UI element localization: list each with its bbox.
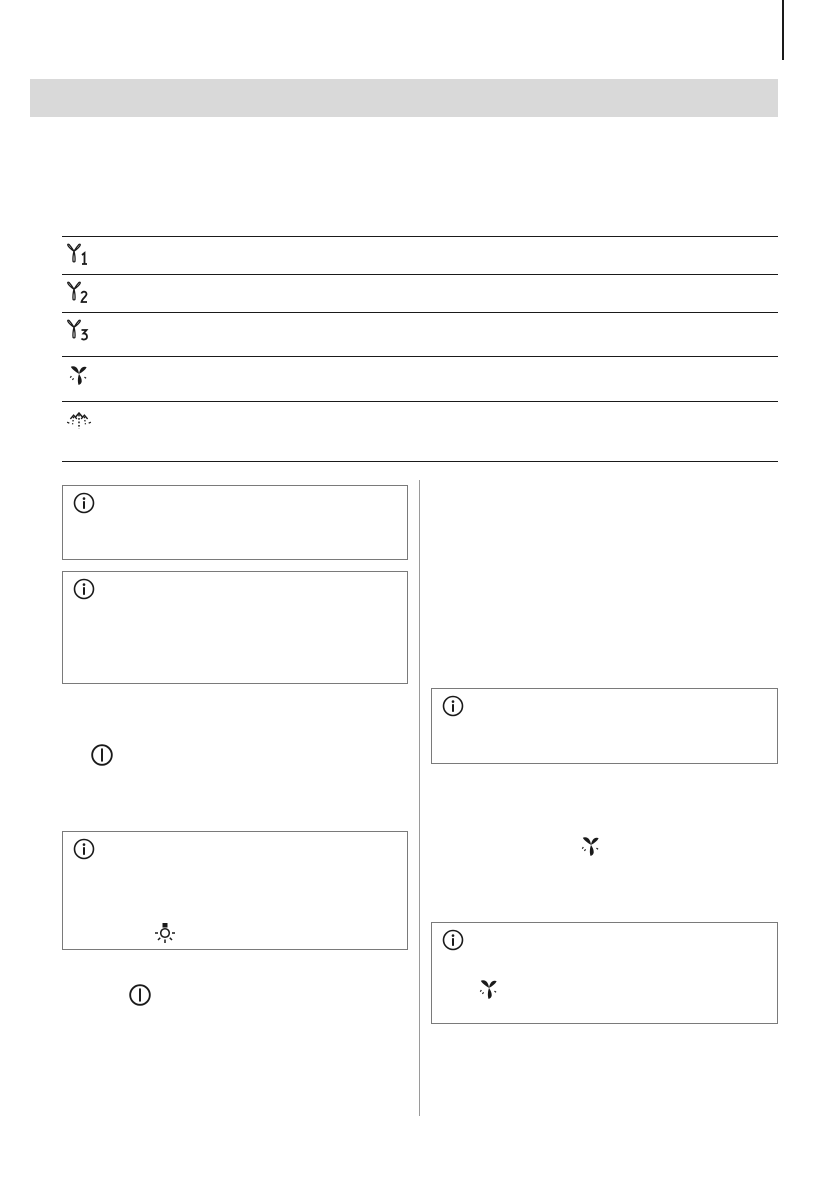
- extraction-icon: [65, 408, 93, 432]
- info-box-1: [62, 485, 408, 560]
- table-bottom-rule: [62, 461, 778, 462]
- fan-speed-3-icon: [65, 319, 93, 343]
- info-box-2: [62, 571, 408, 684]
- power-icon: [90, 743, 114, 767]
- fan-boost-icon: [65, 363, 93, 387]
- fan-speed-2-icon: [65, 281, 93, 305]
- fan-settings-table: [62, 236, 778, 462]
- fan-boost-icon: [579, 834, 603, 858]
- info-box-3: [62, 831, 408, 950]
- section-header-band: [30, 79, 778, 117]
- fan-table-row-speed-3: [62, 312, 778, 356]
- light-icon: [152, 922, 178, 946]
- fan-speed-1-icon: [65, 243, 93, 267]
- info-box-5: [431, 922, 778, 1024]
- page-corner-marker: [782, 0, 784, 60]
- info-box-4: [431, 688, 778, 764]
- fan-table-row-speed-2: [62, 274, 778, 312]
- info-icon: [73, 838, 95, 860]
- fan-table-row-boost: [62, 356, 778, 401]
- fan-boost-icon: [477, 977, 501, 1001]
- info-icon: [442, 695, 464, 717]
- info-icon: [73, 492, 95, 514]
- power-icon: [128, 983, 152, 1007]
- fan-table-row-extraction: [62, 401, 778, 461]
- info-icon: [73, 578, 95, 600]
- info-icon: [442, 929, 464, 951]
- fan-table-row-speed-1: [62, 236, 778, 274]
- column-divider: [419, 480, 420, 1116]
